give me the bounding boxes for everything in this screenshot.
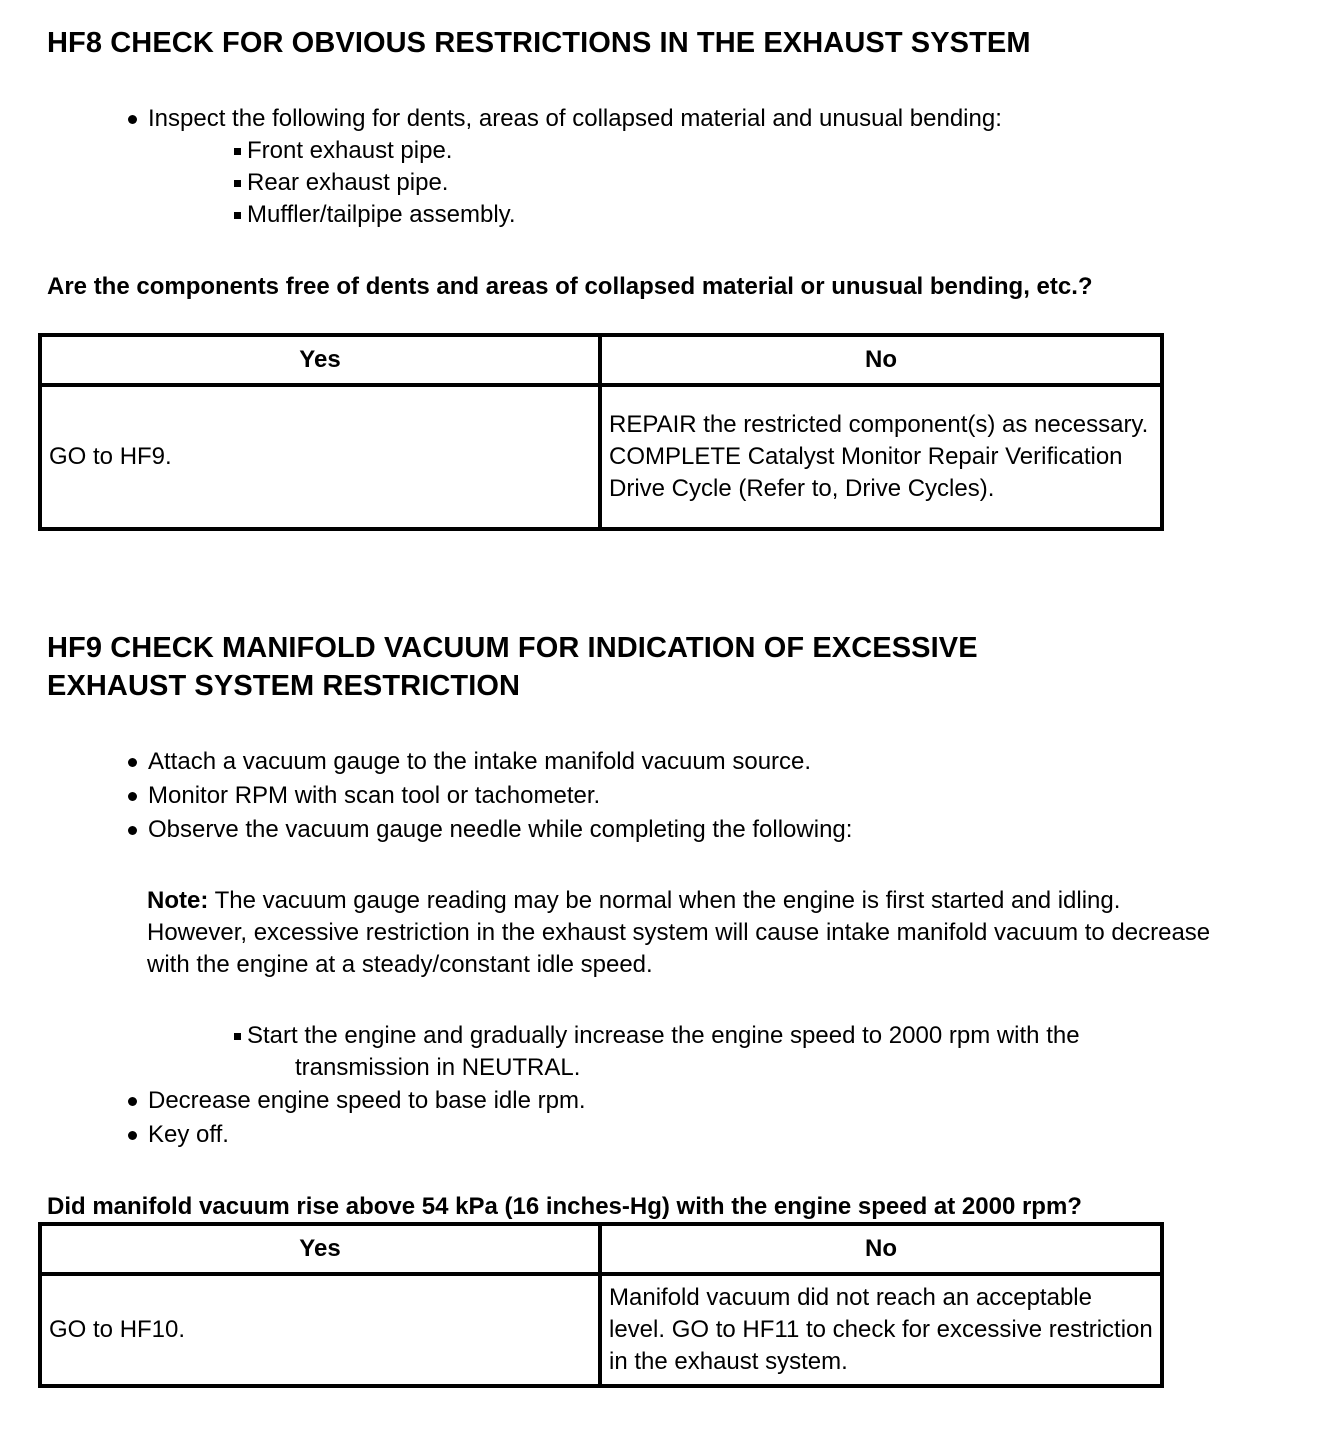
bullet-icon <box>128 1131 137 1140</box>
list-item: Decrease engine speed to base idle rpm. <box>128 1085 586 1119</box>
bullet-icon <box>128 826 137 835</box>
list-item: Key off. <box>128 1119 586 1153</box>
bullet-icon <box>128 1097 137 1106</box>
list-item: Muffler/tailpipe assembly. <box>232 199 516 231</box>
list-item: Inspect the following for dents, areas of collapsed material and unusual bending: <box>128 103 1002 135</box>
bullet-icon <box>128 115 137 124</box>
yes-header: Yes <box>40 335 600 385</box>
square-bullet-icon <box>234 212 241 219</box>
note-label: Note: <box>147 887 209 914</box>
list-item: Observe the vacuum gauge needle while completing the following: <box>128 814 852 848</box>
no-header: No <box>600 335 1162 385</box>
hf9-question: Did manifold vacuum rise above 54 kPa (16 inches-Hg) with the engine speed at 2000 rpm? <box>47 1193 1082 1220</box>
no-header: No <box>600 1224 1162 1274</box>
hf8-question: Are the components free of dents and areas of collapsed material or unusual bending, etc.? <box>47 273 1093 300</box>
yes-cell: GO to HF9. <box>40 385 600 529</box>
square-bullet-icon <box>234 1033 241 1040</box>
hf9-heading: HF9 CHECK MANIFOLD VACUUM FOR INDICATION OF EXCESSIVE EXHAUST SYSTEM RESTRICTION <box>47 632 978 702</box>
table-row <box>40 385 1162 529</box>
list-item: Attach a vacuum gauge to the intake manifold vacuum source. <box>128 746 852 780</box>
square-bullet-icon <box>234 180 241 187</box>
list-item: Rear exhaust pipe. <box>232 167 516 199</box>
no-cell: REPAIR the restricted component(s) as necessary. COMPLETE Catalyst Monitor Repair Verification Drive Cycle (Refer to, Drive Cycles). <box>600 385 1162 529</box>
hf9-result-table <box>38 1222 1164 1388</box>
table-header-row <box>40 1224 1162 1274</box>
table-row <box>40 1274 1162 1386</box>
hf9-note <box>147 885 1227 981</box>
list-item: Monitor RPM with scan tool or tachometer. <box>128 780 852 814</box>
no-cell: Manifold vacuum did not reach an acceptable level. GO to HF11 to check for excessive restriction in the exhaust system. <box>600 1274 1162 1386</box>
hf9-bullet-list <box>128 746 852 848</box>
hf8-bullet-list <box>128 103 1002 135</box>
list-item: Front exhaust pipe. <box>232 135 516 167</box>
hf8-sub-list <box>232 135 516 231</box>
list-item: Start the engine and gradually increase the engine speed to 2000 rpm with the transmission in NEUTRAL. <box>232 1020 1080 1084</box>
bullet-icon <box>128 758 137 767</box>
square-bullet-icon <box>234 148 241 155</box>
note-text: The vacuum gauge reading may be normal when the engine is first started and idling. However, excessive restriction in the exhaust system will cause intake manifold vacuum to decrease with the engine at a steady/constant idle speed. <box>147 887 1211 978</box>
hf9-sub-list <box>232 1020 1080 1084</box>
yes-header: Yes <box>40 1224 600 1274</box>
hf9-bullet-list-after <box>128 1085 586 1153</box>
yes-cell: GO to HF10. <box>40 1274 600 1386</box>
bullet-icon <box>128 792 137 801</box>
table-header-row <box>40 335 1162 385</box>
hf8-result-table <box>38 333 1164 531</box>
hf8-heading: HF8 CHECK FOR OBVIOUS RESTRICTIONS IN THE EXHAUST SYSTEM <box>47 27 1031 59</box>
